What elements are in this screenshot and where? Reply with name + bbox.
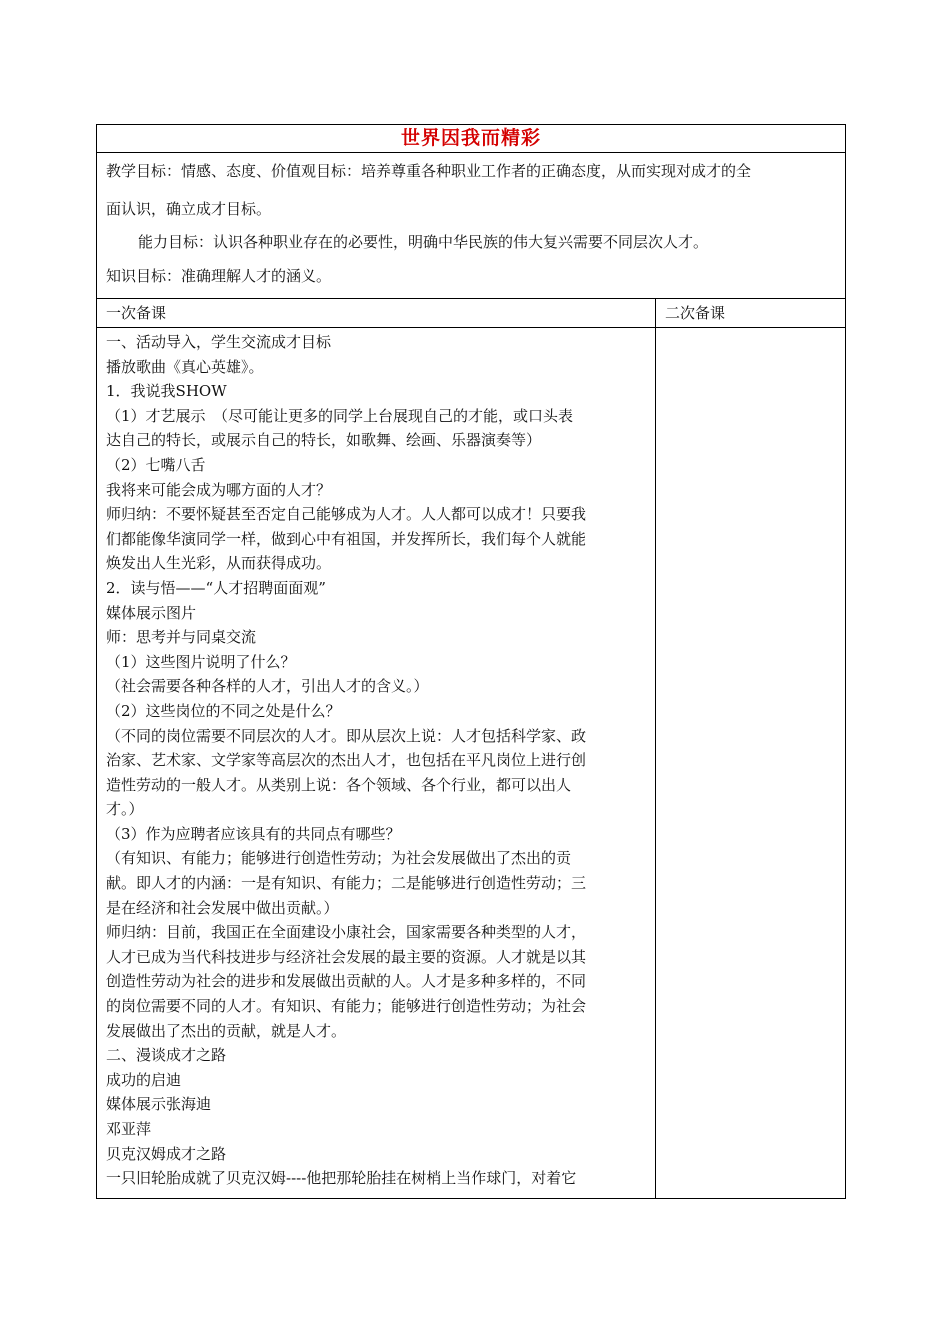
content-line: 师：思考并与同桌交流 (106, 628, 257, 647)
content-line: 一、活动导入，学生交流成才目标 (106, 333, 332, 351)
content-line: 媒体展示张海迪 (106, 1095, 212, 1114)
content-line: （不同的岗位需要不同层次的人才。即从层次上说：人才包括科学家、政 (106, 726, 587, 745)
content-line: 师归纳：目前，我国正在全面建设小康社会，国家需要各种类型的人才， (106, 923, 587, 942)
content-line: 成功的启迪 (106, 1070, 182, 1089)
content-line: 造性劳动的一般人才。从类别上说：各个领域、各个行业，都可以出人 (106, 775, 572, 794)
content-line: 们都能像华演同学一样，做到心中有祖国，并发挥所长，我们每个人就能 (106, 529, 587, 548)
header-row (97, 299, 845, 328)
teaching-goals-cell (97, 153, 845, 299)
content-line: 治家、艺术家、文学家等高层次的杰出人才，也包括在平凡岗位上进行创 (106, 751, 587, 770)
goal-line-1: 教学目标：情感、态度、价值观目标：培养尊重各种职业工作者的正确态度，从而实现对成才的全 (106, 162, 752, 180)
content-line: 达自己的特长，或展示自己的特长，如歌舞、绘画、乐器演奏等） (106, 431, 542, 450)
first-prep-content (106, 330, 652, 1191)
goal-line-3: 能力目标：认识各种职业存在的必要性，明确中华民族的伟大复兴需要不同层次人才。 (138, 233, 709, 251)
content-line: 2．读与悟——“人才招聘面面观” (106, 578, 326, 597)
goal-line-4: 知识目标：准确理解人才的涵义。 (106, 267, 332, 285)
content-line: 播放歌曲《真心英雄》。 (106, 357, 264, 376)
content-line: 才。） (106, 800, 144, 819)
content-line: 1．我说我SHOW (106, 382, 227, 401)
content-line: （社会需要各种各样的人才，引出人才的含义。） (106, 677, 429, 696)
content-line: （3）作为应聘者应该具有的共同点有哪些？ (106, 824, 401, 843)
content-line: （1）这些图片说明了什么？ (106, 652, 296, 671)
content-line: 献。即人才的内涵：一是有知识、有能力；二是能够进行创造性劳动；三 (106, 874, 587, 893)
content-line: （1）才艺展示 （尽可能让更多的同学上台展现自己的才能，或口头表 (106, 406, 574, 425)
content-line: 二、漫谈成才之路 (106, 1046, 227, 1065)
content-line: （2）这些岗位的不同之处是什么？ (106, 701, 341, 720)
content-line: 创造性劳动为社会的进步和发展做出贡献的人。人才是多种多样的，不同 (106, 972, 587, 991)
content-line: （有知识、有能力；能够进行创造性劳动；为社会发展做出了杰出的贡 (106, 849, 572, 868)
title-row (97, 125, 845, 153)
content-line: 发展做出了杰出的贡献，就是人才。 (106, 1021, 347, 1040)
goal-line-2: 面认识，确立成才目标。 (106, 200, 272, 218)
content-line: 的岗位需要不同的人才。有知识、有能力；能够进行创造性劳动；为社会 (106, 997, 587, 1016)
content-line: （2）七嘴八舌 (106, 455, 206, 474)
content-line: 是在经济和社会发展中做出贡献。） (106, 898, 339, 917)
content-line: 邓亚萍 (106, 1120, 152, 1138)
content-line: 贝克汉姆成才之路 (106, 1144, 227, 1163)
page-title: 世界因我而精彩 (400, 127, 541, 149)
header-second-prep: 二次备课 (665, 304, 726, 322)
header-first-prep: 一次备课 (106, 304, 167, 322)
content-line: 焕发出人生光彩，从而获得成功。 (106, 554, 332, 573)
content-line: 我将来可能会成为哪方面的人才？ (106, 480, 332, 499)
lesson-plan-table (96, 124, 846, 1199)
content-line: 师归纳：不要怀疑甚至否定自己能够成为人才。人人都可以成才！只要我 (106, 505, 587, 524)
content-line: 媒体展示图片 (106, 603, 197, 622)
content-line: 一只旧轮胎成就了贝克汉姆----他把那轮胎挂在树梢上当作球门，对着它 (106, 1169, 577, 1188)
content-line: 人才已成为当代科技进步与经济社会发展的最主要的资源。人才就是以其 (106, 947, 587, 966)
column-divider (655, 299, 656, 1198)
